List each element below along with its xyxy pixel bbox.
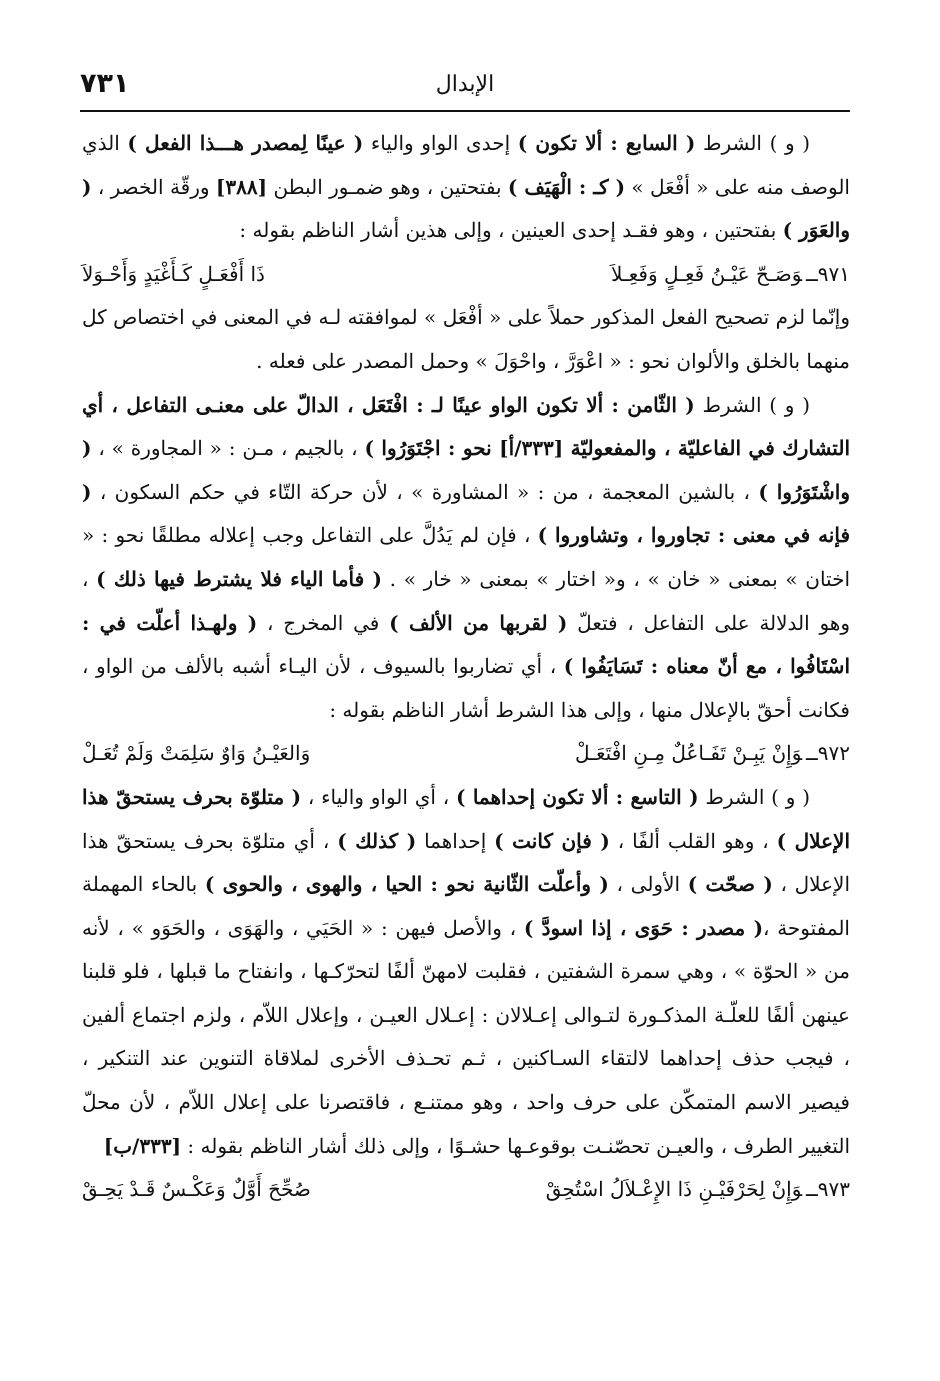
commentary-text: بفتحتين ، وهو فقـد إحدى العينين ، وإلى هذين أشار الناظم بقوله : (239, 218, 783, 243)
paragraph-p3 (82, 384, 850, 733)
page-number: ٧٣١ (80, 68, 130, 99)
verse-first-hemistich (546, 1168, 850, 1212)
commentary-text: بالحاء المهملة المفتوحة ، (82, 872, 850, 940)
verse-second-hemistich: صُحِّحَ أَوَّلٌ وَعَكْـسٌ قَـدْ يَحِـقْ (82, 1177, 311, 1202)
verse-second-hemistich: ذَا أَفْعَـلٍ كَـأَغْيَدٍ وَأَحْـوَلاَ (82, 261, 265, 286)
commentary-text: ، وهو القلب ألفًا ، (609, 828, 777, 853)
commentary-text: ، والأصل فيهن : « الحَيَي ، والهَوَى ، والحَوَو » ، لأنه من « الحوّة » ، وهي سمرة الشفتين ، فقلبت لامهنّ ألفًا لتحرّكـها ، وانفتاح ما قبلها ، فلو قلبنا عينهن ألفًا للعلّـة المذكـورة لتـوالى إعـلالان : إعـلال العيـن ، وإعلال اللاّم ، ولزم اجتماع ألفين ، فيجب حذف إحداهما لالتقاء السـاكنين ، ثـم تحـذف الأخرى لملاقاة التنوين عند التنكير ، فيصير الاسم المتمكّن على حرف واحد ، وهو ممتنـع ، فاقتصرنا على إعلال اللاّم ، لأن محلّ التغيير الطرف ، والعيـن تحصّنـت بوقوعـها حشـوًا ، وإلى ذلك أشار الناظم بقوله : (82, 915, 850, 1158)
commentary-text: إحداهما (416, 828, 495, 853)
commentary-text: ، بالجيم ، مـن : « المجاورة » ، (91, 436, 365, 461)
running-title: الإبدال (435, 72, 495, 97)
verse-text: وَإِنْ لِحَرْفَيْـنِ ذَا الإِعْـلاَلُ اسْتُحِقْ (545, 1177, 803, 1202)
bold-matn-text: ( وأعلّت الثّانية نحو : الحيا ، والهوى ، والحوى ) (204, 872, 609, 897)
bold-matn-text: ( صحّت ) (687, 872, 773, 897)
paragraph-p4 (82, 776, 850, 1168)
verse-number: ٩٧٢ــ (806, 741, 850, 766)
verse-v972 (82, 732, 850, 776)
commentary-text: ، فإن لم يَدُلَّ على التفاعل وجب إعلاله مطلقًا نحو : « اختان » بمعنى « خان » ، و« اختار » بمعنى « خار » . (82, 523, 851, 591)
bold-matn-text: ( مصدر : حَوَى ، إذا اسودَّ ) (523, 915, 764, 940)
commentary-text: في المخرج ، (257, 610, 390, 635)
verse-text: وَصَـحّ عَيْـنُ فَعِـلٍ وَفَعِـلاَ (610, 261, 803, 286)
bold-matn-text: ( فأما الياء فلا يشترط فيها ذلك ) (96, 566, 382, 591)
commentary-text: ، بالشين المعجمة ، من : « المشاورة » ، لأن حركة التّاء في حكم السكون ، (91, 479, 759, 504)
verse-number: ٩٧٣ــ (806, 1177, 850, 1202)
paragraph-p2 (82, 296, 850, 383)
commentary-text: ، أي الواو والياء ، (301, 784, 456, 809)
bold-matn-text: ( الثّامن : ألا تكون الواو عينًا لـ : افْتَعَل ، الدالّ على معنـى التفاعل ، أي التشارك في الفاعليّة ، والمفعوليّة [٣٣٣/أ] نحو : اجْتَوَرُوا ) (82, 392, 850, 461)
commentary-text: ، أي تضاربوا بالسيوف ، لأن اليـاء أشبه بالألف من الواو ، فكانت أحقّ بالإعلال منها ، وإلى هذا الشرط أشار الناظم بقوله : (82, 654, 850, 722)
verse-v971 (82, 253, 850, 297)
commentary-text: ( و ) الشرط (695, 131, 810, 155)
verse-first-hemistich (611, 253, 850, 297)
commentary-text: الأولى ، (608, 872, 688, 897)
page-header (80, 66, 850, 112)
bold-matn-text: ( ولهـذا أعلّت في : اسْتَافُوا ، مع أنّ معناه : تَسَايَفُوا ) (82, 610, 850, 679)
bold-matn-text: ( كـ : الْهَيَف ) (507, 174, 626, 199)
verse-second-hemistich: وَالعَيْـنُ وَاوٌ سَلِمَتْ وَلَمْ تُعَـلْ (82, 741, 311, 766)
commentary-text: ورقّة الخصر ، (91, 174, 216, 199)
bold-matn-text: ( لقربها من الألف ) (389, 610, 568, 635)
bold-matn-text: ( التاسع : ألا تكون إحداهما ) (455, 784, 699, 809)
verse-number: ٩٧١ــ (806, 261, 850, 286)
bold-matn-text: [٣٣٣/ب] (103, 1133, 182, 1158)
bold-matn-text: ( فإنه في معنى : تجاوروا ، وتشاوروا ) (82, 479, 851, 548)
commentary-text: إحدى الواو والياء (363, 131, 518, 155)
verse-first-hemistich (575, 732, 850, 776)
commentary-text: ، وهو الدلالة على التفاعل ، فتعلّ (82, 566, 851, 635)
bold-matn-text: ( والعَوَر ) (82, 174, 850, 243)
bold-matn-text: ( السابع : ألا تكون ) (517, 131, 696, 155)
commentary-text: ( و ) الشرط (698, 784, 811, 809)
bold-matn-text: ( فإن كانت ) (494, 828, 610, 853)
bold-matn-text: ( متلوّة بحرف يستحقّ هذا الإعلال ) (82, 784, 850, 853)
commentary-text: ، أي متلوّة بحرف يستحقّ هذا الإعلال ، (82, 828, 851, 897)
paragraph-p1 (82, 122, 850, 253)
bold-matn-text: ( كذلك ) (337, 828, 417, 853)
page-body (82, 122, 850, 1212)
bold-matn-text: [٣٨٨] (215, 174, 268, 199)
commentary-text: وإنّما لزم تصحيح الفعل المذكور حملاً على « أفْعَل » لموافقته لـه في المعنى في اختصاص كل منهما بالخلق والألوان نحو : « اعْوَرَّ ، واحْوَلَ » وحمل المصدر على فعله . (82, 305, 850, 373)
commentary-text: الذي الوصف منه على « أفْعَل » (82, 131, 850, 199)
commentary-text: ( و ) الشرط (694, 392, 810, 417)
commentary-text: بفتحتين ، وهو ضمـور البطن (267, 174, 508, 199)
verse-v973 (82, 1168, 850, 1212)
bold-matn-text: ( واشْتَوَرُوا ) (82, 436, 851, 504)
verse-text: وَإِنْ يَبِـنْ تَفَـاعُلٌ مِـنِ افْتَعَـلْ (575, 741, 803, 766)
bold-matn-text: ( عينًا لِمصدر هـــذا الفعل ) (127, 131, 364, 155)
